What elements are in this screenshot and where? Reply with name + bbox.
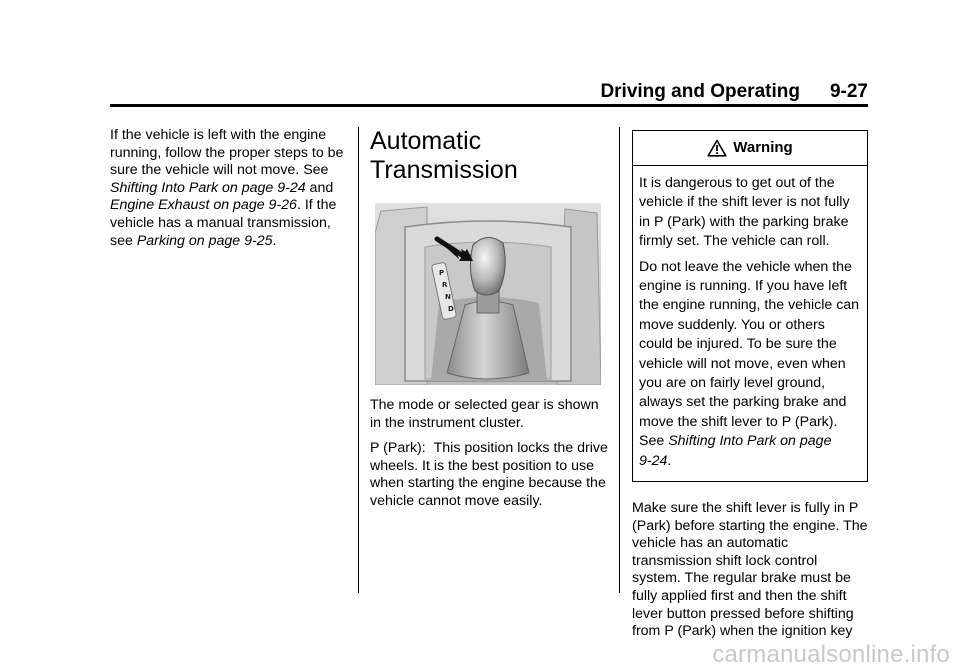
shift-lever-illustration [375, 203, 601, 385]
gear-label-n: N [445, 293, 451, 301]
paragraph-park: P (Park): This position locks the drive wheels. It is the best position to use when starting the engine because the vehicle cannot move easily. [370, 440, 608, 509]
header-rule [110, 104, 868, 107]
gear-label-d: D [448, 305, 454, 313]
warning-paragraph-1: It is dangerous to get out of the vehicle if the shift lever is not fully in P (Park) with the parking brake firmly set. The vehicle can roll. [639, 175, 850, 250]
gear-label-r: R [442, 281, 448, 289]
warning-triangle-icon [707, 139, 727, 157]
term-park: P (Park): [370, 440, 426, 457]
paragraph-mode-display: The mode or selected gear is shown in the instrument cluster. [370, 397, 599, 431]
column-3 [632, 130, 868, 649]
section-heading: Automatic Transmission [370, 127, 518, 184]
paragraph-shift-lock: Make sure the shift lever is fully in P (Park) before starting the engine. The vehicle has an automatic transmission shift lock control system. The regular brake must be fully applied first and then the shift lever button pressed before shifting from P (Park) when the ignition key [632, 500, 868, 640]
page-header [110, 80, 868, 104]
column-1 [110, 127, 348, 258]
cross-ref-shifting-into-park-2[interactable]: Shifting Into Park on page 9‑24 [639, 433, 832, 469]
column-2 [370, 127, 610, 519]
cross-ref-shifting-into-park[interactable]: Shifting Into Park on page 9‑24 [110, 179, 306, 196]
warning-paragraph-2: Do not leave the vehicle when the engine is running. If you have left the engine running, the vehicle can move suddenly. You or others could be injured. To be sure the vehicle will not move, even when you are on fairly level ground, always set the parking brake and move the shift lever to P (Park). See Shifting Into Park on page 9‑24. [639, 258, 860, 469]
cross-ref-parking[interactable]: Parking on page 9‑25 [136, 232, 273, 249]
warning-box [632, 130, 868, 482]
warning-label: Warning [733, 139, 793, 157]
paragraph-left-vehicle: If the vehicle is left with the engine running, follow the proper steps to be sure the vehicle will not move. See Shifting Into Park on page 9‑24 and Engine Exhaust on page 9‑26. If the vehicle has a manual transmission, see Parking on page 9‑25. [110, 127, 344, 249]
warning-header [633, 131, 867, 166]
cross-ref-engine-exhaust[interactable]: Engine Exhaust on page 9‑26 [110, 197, 297, 214]
column-divider-2 [619, 127, 620, 593]
page-number: 9-27 [829, 81, 868, 102]
warning-body [633, 166, 867, 481]
column-divider-1 [358, 127, 359, 593]
section-title: Driving and Operating [600, 81, 800, 102]
gear-label-p: P [439, 269, 445, 277]
watermark: carmanualsonline.info [712, 641, 950, 668]
